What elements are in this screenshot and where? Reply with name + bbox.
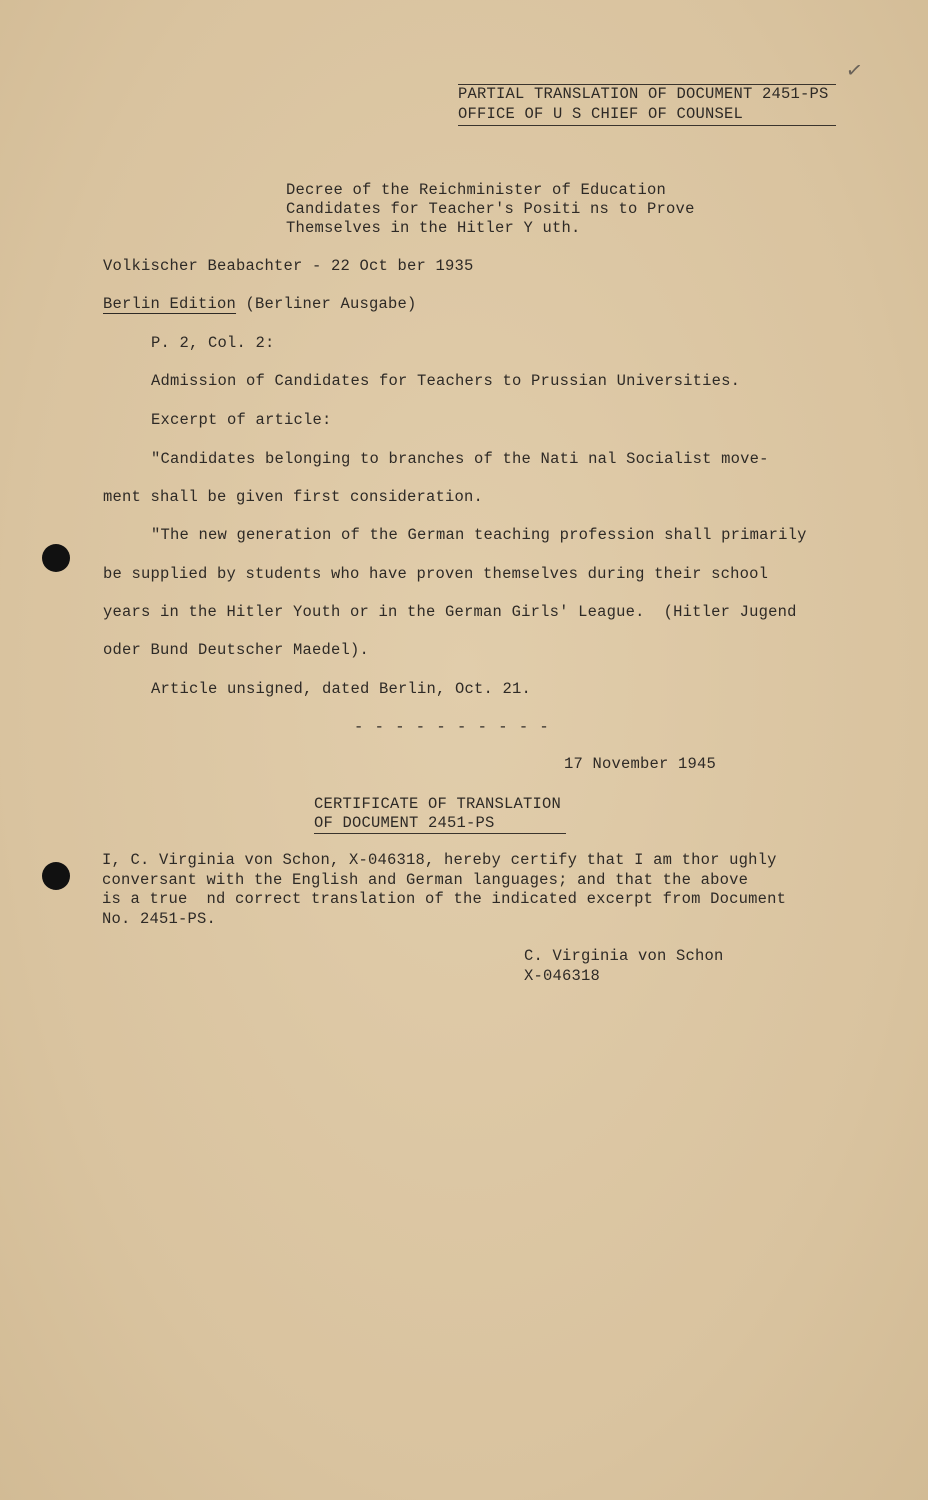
- body-line: years in the Hitler Youth or in the German Girls' League. (Hitler Jugend: [103, 603, 797, 621]
- signature-name: C. Virginia von Schon: [524, 947, 724, 965]
- separator-dashes: - - - - - - - - - -: [354, 718, 550, 736]
- punch-hole-top: [42, 544, 70, 572]
- certificate-line: is a true nd correct translation of the indicated excerpt from Document: [102, 890, 787, 908]
- header-block: [458, 84, 836, 124]
- title-line-1: Decree of the Reichminister of Education: [286, 181, 667, 199]
- certificate-title-1: CERTIFICATE OF TRANSLATION: [314, 795, 562, 813]
- page-reference: P. 2, Col. 2:: [151, 334, 275, 352]
- source-line: Volkischer Beabachter - 22 Oct ber 1935: [103, 257, 474, 275]
- edition-underlined: Berlin Edition: [103, 295, 237, 313]
- article-heading: Admission of Candidates for Teachers to Prussian Universities.: [151, 372, 741, 390]
- signature-block: [524, 946, 724, 986]
- header-line-1: PARTIAL TRANSLATION OF DOCUMENT 2451-PS: [458, 85, 829, 103]
- document-date: 17 November 1945: [564, 755, 717, 773]
- body-line: "Candidates belonging to branches of the Nati nal Socialist move-: [151, 450, 769, 468]
- certificate-title-2: OF DOCUMENT 2451-PS: [314, 814, 495, 832]
- certificate-title-rule: [314, 833, 566, 834]
- header-line-2: OFFICE OF U S CHIEF OF COUNSEL: [458, 105, 744, 123]
- check-mark: ✓: [844, 56, 865, 84]
- body-line: oder Bund Deutscher Maedel).: [103, 641, 370, 659]
- body-line: be supplied by students who have proven themselves during their school: [103, 565, 769, 583]
- certificate-line: No. 2451-PS.: [102, 909, 217, 928]
- body-line: "The new generation of the German teaching profession shall primarily: [151, 526, 807, 544]
- body-line: Article unsigned, dated Berlin, Oct. 21.: [151, 680, 532, 698]
- punch-hole-bottom: [42, 862, 70, 890]
- body-line: ment shall be given first consideration.: [103, 488, 484, 506]
- excerpt-label: Excerpt of article:: [151, 411, 332, 429]
- header-bottom-rule: [458, 125, 836, 126]
- edition-line: [103, 295, 417, 313]
- certificate-body: [102, 851, 786, 929]
- title-line-2: Candidates for Teacher's Positi ns to Prove: [286, 200, 695, 218]
- signature-id: X-046318: [524, 967, 601, 985]
- certificate-line: conversant with the English and German languages; and that the above: [102, 870, 749, 889]
- title-line-3: Themselves in the Hitler Y uth.: [286, 219, 581, 237]
- certificate-line: I, C. Virginia von Schon, X-046318, hereby certify that I am thor ughly: [102, 851, 777, 869]
- edition-rest: (Berliner Ausgabe): [236, 295, 417, 313]
